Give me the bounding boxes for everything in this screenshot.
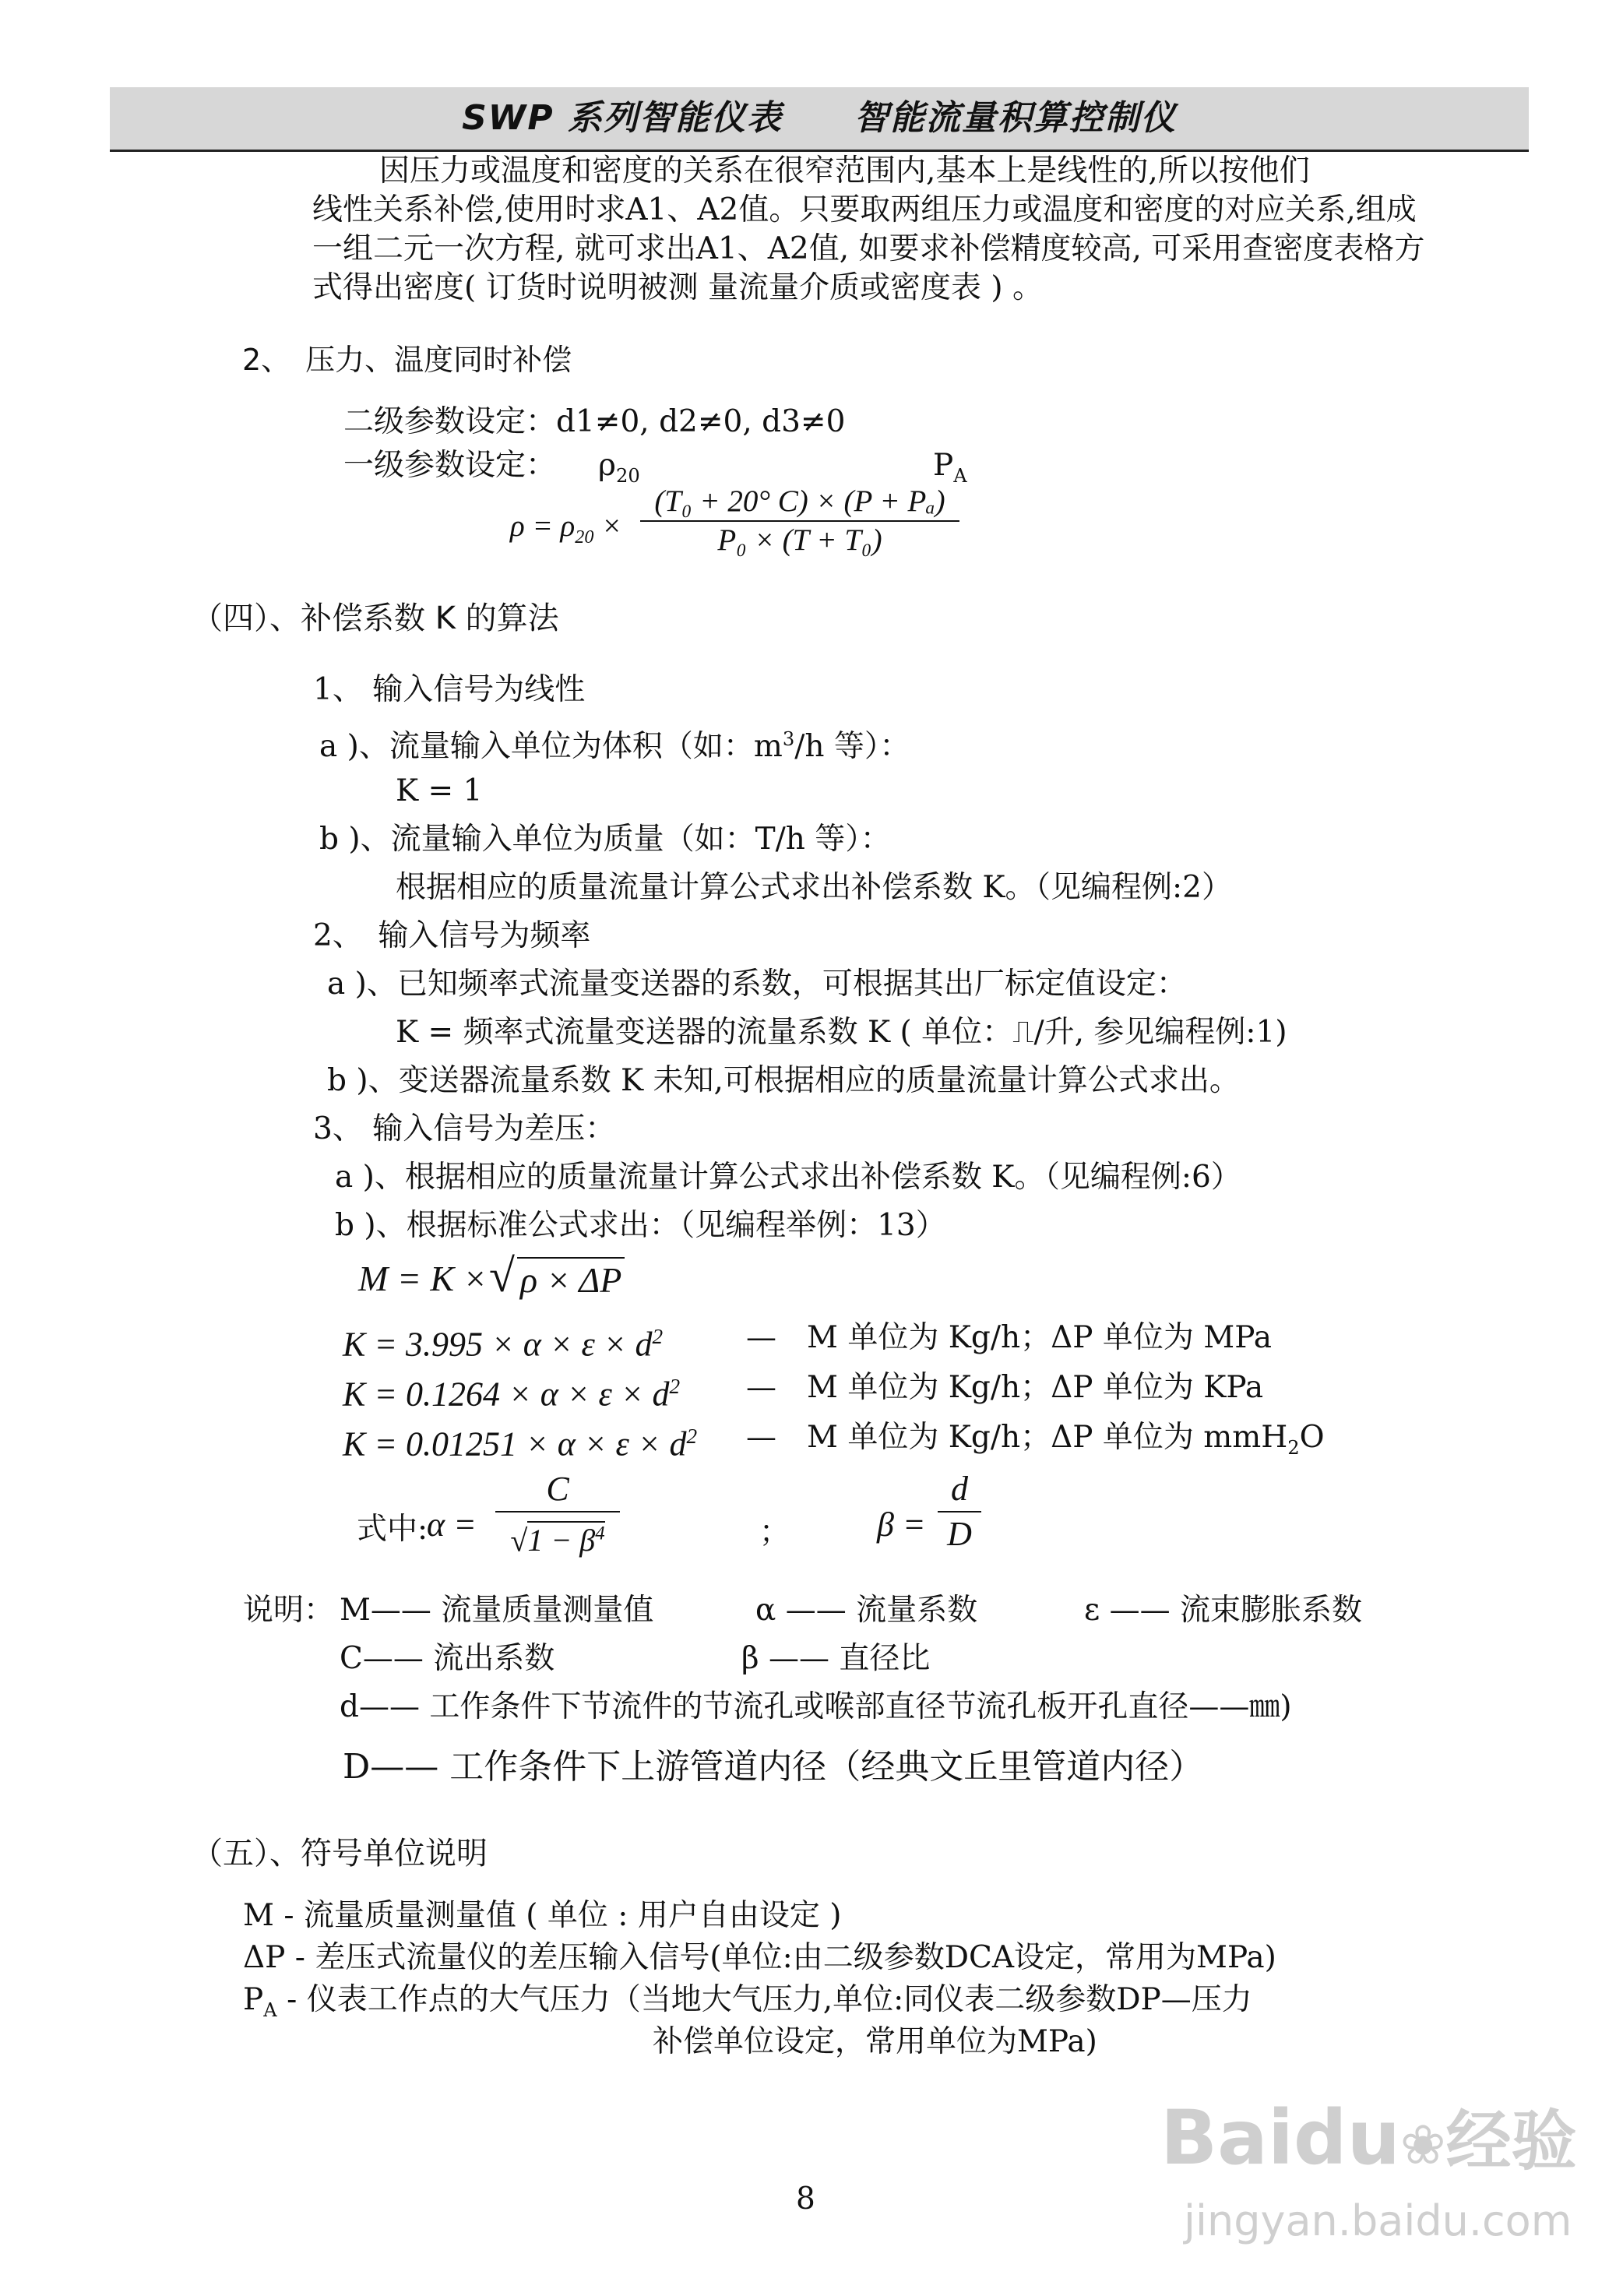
alpha-denominator: $√1 - \beta^4$ (510, 1523, 605, 1558)
watermark-logo (1160, 2095, 1577, 2188)
note-alpha: α —— 流量系数 (755, 1593, 978, 1628)
note-D: D—— 工作条件下上游管道内径（经典文丘里管道内径） (343, 1747, 1204, 1787)
beta-denominator: D (947, 1515, 972, 1553)
sec4-item-3b: b )、根据标准公式求出：（见编程举例：13） (335, 1208, 946, 1243)
alpha-lhs: α = (427, 1505, 477, 1544)
note-d: d—— 工作条件下节流件的节流孔或喉部直径节流孔板开孔直径——㎜) (340, 1689, 1292, 1724)
k-formula-mpa-unit: — M 单位为 Kg/h；ΔP 单位为 MPa (746, 1320, 1272, 1355)
k-formula-kpa-unit: — M 单位为 Kg/h；ΔP 单位为 KPa (746, 1370, 1264, 1405)
notes-label: 说明： (243, 1593, 335, 1628)
pa-symbol: $P_A$ (933, 448, 967, 487)
note-epsilon: ε —— 流束膨胀系数 (1084, 1593, 1362, 1628)
where-label: 式中: (357, 1512, 428, 1547)
page-number: 8 (796, 2182, 815, 2217)
alpha-fraction (495, 1467, 620, 1562)
density-formula-numerator: (T₀ + 20° C) × (P + Pₐ) (654, 484, 945, 518)
k-formula-kpa: $K = 0.1264 \times \alpha \times \varepsilon \times d^2$ (343, 1375, 681, 1414)
watermark-brand: Baidu (1160, 2094, 1400, 2182)
sec4-item-2b: b )、变送器流量系数 K 未知,可根据相应的质量流量计算公式求出。 (327, 1063, 1240, 1098)
density-formula-denominator: P₀ × (T + T₀) (717, 523, 882, 557)
sec4-item-1b: b )、流量输入单位为质量（如：T/h 等）： (319, 822, 891, 857)
symbol-dp: ΔP - 差压式流量仪的差压输入信号(单位:由二级参数DCA设定，常用为MPa) (243, 1940, 1276, 1975)
note-beta: β —— 直径比 (741, 1641, 931, 1676)
density-formula-fraction (640, 483, 959, 559)
sec4-item-2a: a )、已知频率式流量变送器的系数，可根据其出厂标定值设定： (327, 967, 1187, 1002)
sec2-level1-label: 一级参数设定： (343, 448, 557, 483)
symbol-pa: $P_A$ - 仪表工作点的大气压力（当地大气压力,单位:同仪表二级参数DP—压力 (243, 1982, 1252, 2021)
sqrt-symbol: √ (489, 1250, 515, 1301)
sec4-item-2: 2、 输入信号为频率 (313, 918, 591, 953)
header-title: SWP 系列智能仪表 智能流量积算控制仪 (462, 98, 1177, 138)
density-formula-lhs: $\rho = \rho_{20}$ × (510, 509, 622, 548)
symbol-m: M - 流量质量测量值 ( 单位 : 用户自由设定 ) (243, 1898, 842, 1933)
sec4-item-3a: a )、根据相应的质量流量计算公式求出补偿系数 K。（见编程例:6） (335, 1160, 1241, 1195)
intro-line-4: 式得出密度( 订货时说明被测 量流量介质或密度表 ) 。 (312, 270, 1044, 305)
note-m: M—— 流量质量测量值 (340, 1593, 654, 1628)
sqrt-radicand: ρ × ΔP (517, 1257, 625, 1302)
sec2-level2-settings: 二级参数设定：d1≠0, d2≠0, d3≠0 (343, 404, 846, 439)
rho20-symbol: $\rho_{20}$ (598, 448, 640, 487)
watermark-url: jingyan.baidu.com (1184, 2196, 1572, 2245)
sec4-item-1: 1、 输入信号为线性 (313, 672, 586, 707)
k-formula-mpa: $K = 3.995 \times \alpha \times \varepsilon \times d^2$ (343, 1325, 664, 1364)
sec4-item-1a: a )、流量输入单位为体积（如：$m^3/h$ 等）： (319, 728, 910, 764)
section-4-heading: （四）、补偿系数 K 的算法 (192, 600, 559, 636)
sec4-item-3: 3、 输入信号为差压： (313, 1111, 616, 1146)
intro-line-2: 线性关系补偿,使用时求A1、A2值。只要取两组压力或温度和密度的对应关系,组成 (312, 192, 1417, 227)
intro-line-1: 因压力或温度和密度的关系在很窄范围内,基本上是线性的,所以按他们 (379, 153, 1310, 188)
watermark-brand-cn: 经验 (1445, 2103, 1577, 2179)
paw-icon: ❀ (1399, 2113, 1446, 2177)
sec4-item-2a-k: K = 频率式流量变送器的流量系数 K ( 单位：⎍/升, 参见编程例:1) (396, 1015, 1287, 1050)
section-2-heading: 2、 压力、温度同时补偿 (242, 343, 572, 377)
k-formula-mmh2o: $K = 0.01251 \times \alpha \times \varepsilon \times d^2$ (343, 1424, 698, 1463)
page-header (110, 87, 1529, 152)
sec4-item-1a-k: K = 1 (396, 773, 483, 808)
note-c: C—— 流出系数 (340, 1641, 555, 1676)
mass-flow-formula-lhs: M = K × (358, 1259, 488, 1298)
intro-line-3: 一组二元一次方程, 就可求出A1、A2值, 如要求补偿精度较高, 可采用查密度表格方 (312, 231, 1425, 266)
beta-lhs: β = (877, 1505, 926, 1544)
semicolon: ； (759, 1515, 790, 1550)
sec4-item-1b-text: 根据相应的质量流量计算公式求出补偿系数 K。（见编程例:2） (396, 870, 1232, 905)
section-5-heading: （五）、符号单位说明 (192, 1836, 488, 1872)
beta-numerator: d (951, 1470, 968, 1508)
k-formula-mmh2o-unit: — M 单位为 Kg/h；ΔP 单位为 mmH$_2$O (746, 1420, 1325, 1459)
symbol-pa-line2: 补偿单位设定，常用单位为MPa) (653, 2024, 1097, 2059)
beta-fraction (938, 1467, 981, 1556)
alpha-numerator: C (546, 1470, 569, 1508)
